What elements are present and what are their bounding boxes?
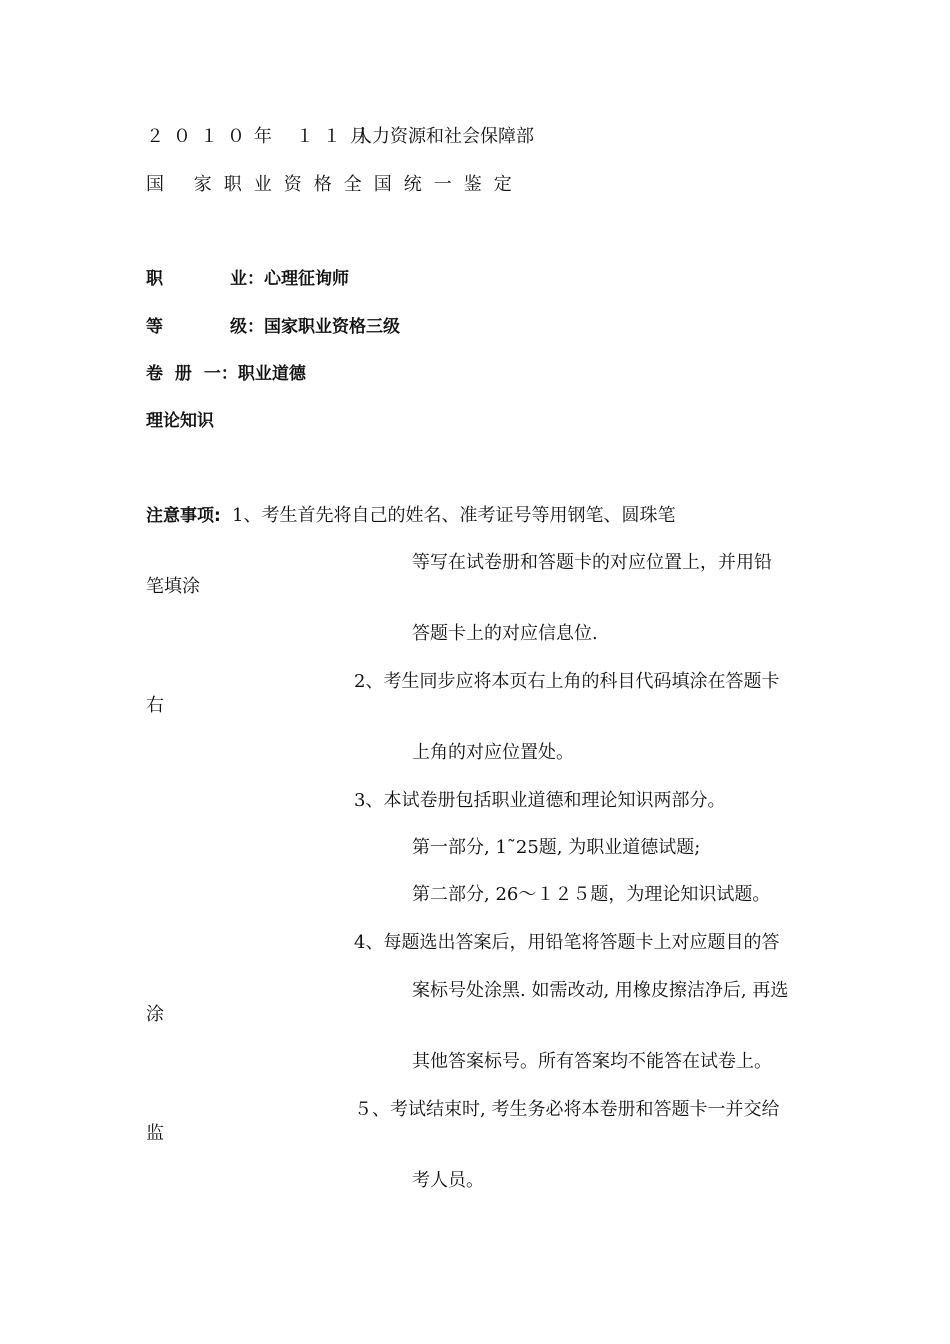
- note-5-line-1: ５、考试结束时, 考生务必将本卷册和答题卡一并交给: [354, 1099, 780, 1120]
- note-2-line-2: 右: [146, 695, 164, 716]
- note-3-line-1: 3、本试卷册包括职业道德和理论知识两部分。: [354, 790, 726, 811]
- notes-heading: 注意事项:: [146, 506, 221, 526]
- level-label: 等: [146, 317, 163, 337]
- note-1-line-2: 等写在试卷册和答题卡的对应位置上，并用铅: [412, 552, 772, 573]
- note-5-line-2: 监: [146, 1123, 164, 1144]
- note-4-line-4: 其他答案标号。所有答案均不能答在试卷上。: [412, 1051, 772, 1072]
- note-1-line-3: 笔填涂: [146, 576, 200, 597]
- note-2-line-3: 上角的对应位置处。: [412, 742, 574, 763]
- level-value: 级：国家职业资格三级: [230, 317, 400, 337]
- note-5-line-3: 考人员。: [412, 1170, 484, 1191]
- appraisal-title: 国 家职业资格全国统一鉴定: [146, 174, 524, 195]
- occupation-label: 职: [146, 269, 163, 289]
- note-4-line-1: 4、每题选出答案后，用铅笔将答题卡上对应题目的答: [354, 932, 780, 953]
- note-4-line-3: 涂: [146, 1004, 164, 1025]
- volume-line: 卷 册 一：职业道德: [146, 364, 306, 384]
- occupation-value: 业：心理征询师: [230, 269, 349, 289]
- date-line: ２０１０年 １１月: [146, 126, 377, 147]
- note-3-line-3: 第二部分, 26～１２５题，为理论知识试题。: [412, 884, 771, 905]
- section-title: 理论知识: [146, 411, 214, 431]
- ministry-name: 人力资源和社会保障部: [354, 126, 534, 147]
- note-1-line-1: 1、考生首先将自己的姓名、准考证号等用钢笔、圆珠笔: [232, 505, 676, 526]
- note-4-line-2: 案标号处涂黑. 如需改动, 用橡皮擦洁净后, 再选: [412, 980, 789, 1001]
- note-1-line-4: 答题卡上的对应信息位.: [412, 623, 598, 644]
- note-2-line-1: 2、考生同步应将本页右上角的科目代码填涂在答题卡: [354, 671, 780, 692]
- note-3-line-2: 第一部分, 1˜25题, 为职业道德试题;: [412, 837, 701, 858]
